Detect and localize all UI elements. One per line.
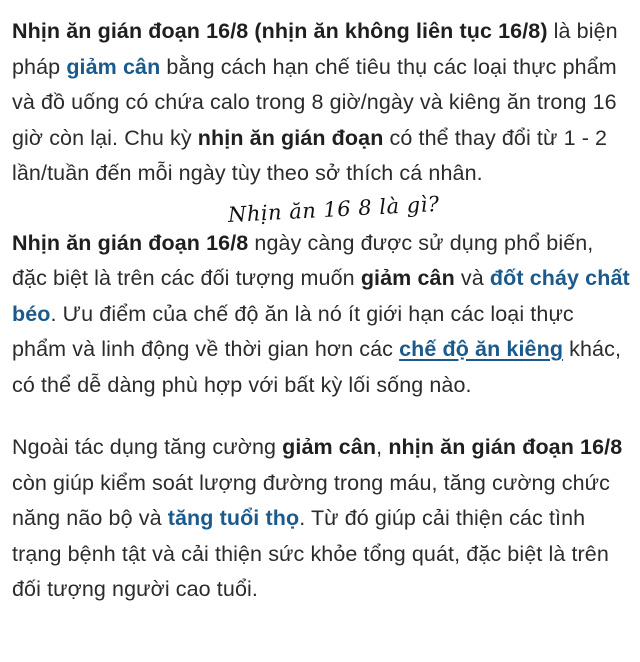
article-link[interactable]: tăng tuổi thọ (167, 506, 300, 530)
bold-keyword: Nhịn ăn gián đoạn 16/8 (12, 230, 249, 255)
article-body (12, 14, 630, 608)
bold-keyword: nhịn ăn gián đoạn (197, 125, 384, 150)
body-text: còn giúp kiểm soát lượng đường trong máu, tăng cường chức năng não bộ và (12, 470, 610, 530)
body-text: bằng cách hạn chế tiêu thụ các loại thực phẩm và đồ uống có chứa calo trong 8 giờ/ngày và kiêng ăn trong 16 giờ còn lại. Chu kỳ (12, 54, 617, 150)
handwritten-note: Nhịn ăn 16 8 là gì? (227, 191, 441, 227)
body-text: . Từ đó giúp cải thiện các tình trạng bệnh tật và cải thiện sức khỏe tổng quát, đặc biệt là trên đối tượng người cao tuổi. (12, 506, 609, 601)
body-text: Ngoài tác dụng tăng cường (12, 435, 283, 459)
body-text: , (376, 435, 389, 459)
article-link[interactable]: chế độ ăn kiêng (399, 337, 564, 361)
body-text: ngày càng được sử dụng phổ biến, đặc biệt là trên các đối tượng muốn (12, 230, 594, 290)
body-text: có thể thay đổi từ 1 - 2 lần/tuần đến mỗi ngày tùy theo sở thích cá nhân. (12, 125, 608, 185)
body-text: . Ưu điểm của chế độ ăn là nó ít giới hạn các loại thực phẩm và linh động về thời gian hơn các (12, 301, 574, 361)
paragraph-benefits (12, 430, 630, 608)
article-link[interactable]: giảm cân (66, 54, 161, 79)
paragraph-popularity (12, 226, 630, 404)
paragraph-definition (12, 14, 630, 192)
article-link[interactable]: đốt cháy chất béo (12, 266, 630, 326)
body-text: và (454, 266, 490, 290)
bold-keyword: giảm cân (360, 266, 455, 290)
bold-keyword: giảm cân (282, 435, 377, 459)
bold-keyword: nhịn ăn gián đoạn 16/8 (388, 435, 623, 459)
body-text: là biện pháp (12, 19, 618, 79)
bold-keyword: Nhịn ăn gián đoạn 16/8 (nhịn ăn không liên tục 16/8) (12, 19, 548, 43)
body-text: khác, có thể dễ dàng phù hợp với bất kỳ lối sống nào. (12, 337, 622, 397)
